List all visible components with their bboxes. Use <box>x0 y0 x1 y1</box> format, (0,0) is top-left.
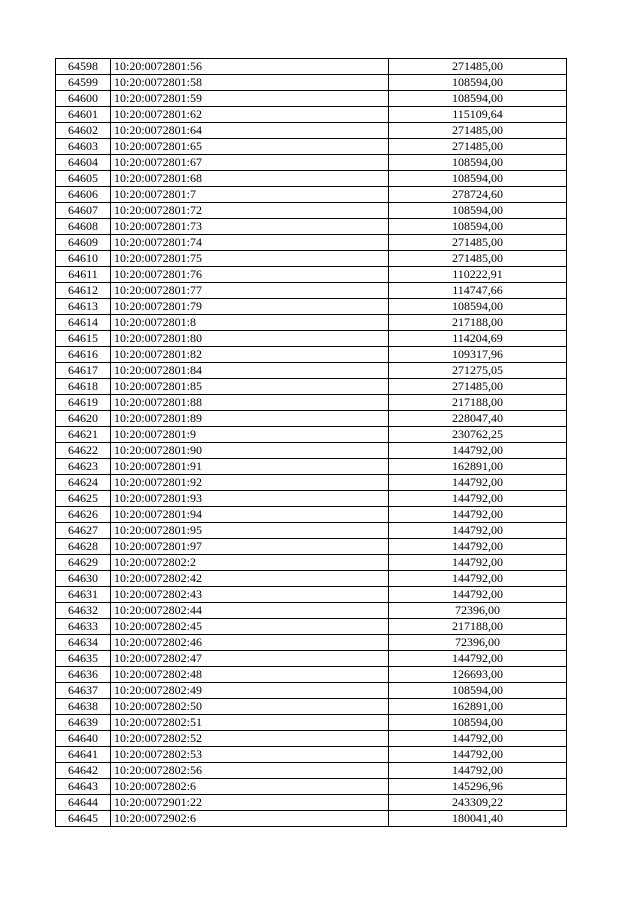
table-row <box>56 171 567 187</box>
cadastral-number-cell: 10:20:0072801:64 <box>111 123 389 139</box>
table-row <box>56 235 567 251</box>
cadastral-number-cell: 10:20:0072801:59 <box>111 91 389 107</box>
table-row <box>56 443 567 459</box>
amount-cell: 230762,25 <box>389 427 567 443</box>
cadastral-number-cell: 10:20:0072801:91 <box>111 459 389 475</box>
amount-cell: 126693,00 <box>389 667 567 683</box>
table-row <box>56 395 567 411</box>
row-number-cell: 64641 <box>56 747 111 763</box>
cadastral-number-cell: 10:20:0072801:56 <box>111 59 389 75</box>
row-number-cell: 64643 <box>56 779 111 795</box>
table-row <box>56 491 567 507</box>
table-row <box>56 331 567 347</box>
table-row <box>56 203 567 219</box>
table-row <box>56 651 567 667</box>
row-number-cell: 64606 <box>56 187 111 203</box>
row-number-cell: 64625 <box>56 491 111 507</box>
row-number-cell: 64619 <box>56 395 111 411</box>
amount-cell: 217188,00 <box>389 395 567 411</box>
cadastral-number-cell: 10:20:0072802:6 <box>111 779 389 795</box>
amount-cell: 271485,00 <box>389 251 567 267</box>
amount-cell: 271485,00 <box>389 139 567 155</box>
row-number-cell: 64615 <box>56 331 111 347</box>
amount-cell: 145296,96 <box>389 779 567 795</box>
amount-cell: 144792,00 <box>389 475 567 491</box>
row-number-cell: 64637 <box>56 683 111 699</box>
table-row <box>56 219 567 235</box>
table-row <box>56 811 567 827</box>
amount-cell: 144792,00 <box>389 747 567 763</box>
amount-cell: 72396,00 <box>389 603 567 619</box>
amount-cell: 108594,00 <box>389 75 567 91</box>
cadastral-number-cell: 10:20:0072801:92 <box>111 475 389 491</box>
row-number-cell: 64631 <box>56 587 111 603</box>
table-row <box>56 411 567 427</box>
amount-cell: 108594,00 <box>389 171 567 187</box>
table-row <box>56 731 567 747</box>
row-number-cell: 64628 <box>56 539 111 555</box>
amount-cell: 271485,00 <box>389 123 567 139</box>
cadastral-number-cell: 10:20:0072802:52 <box>111 731 389 747</box>
row-number-cell: 64616 <box>56 347 111 363</box>
table-row <box>56 347 567 363</box>
row-number-cell: 64638 <box>56 699 111 715</box>
amount-cell: 109317,96 <box>389 347 567 363</box>
amount-cell: 110222,91 <box>389 267 567 283</box>
amount-cell: 271485,00 <box>389 235 567 251</box>
amount-cell: 144792,00 <box>389 491 567 507</box>
amount-cell: 72396,00 <box>389 635 567 651</box>
row-number-cell: 64617 <box>56 363 111 379</box>
amount-cell: 108594,00 <box>389 715 567 731</box>
cadastral-number-cell: 10:20:0072801:8 <box>111 315 389 331</box>
table-row <box>56 459 567 475</box>
row-number-cell: 64604 <box>56 155 111 171</box>
amount-cell: 162891,00 <box>389 459 567 475</box>
row-number-cell: 64630 <box>56 571 111 587</box>
row-number-cell: 64605 <box>56 171 111 187</box>
amount-cell: 144792,00 <box>389 507 567 523</box>
table-row <box>56 107 567 123</box>
table-row <box>56 283 567 299</box>
row-number-cell: 64613 <box>56 299 111 315</box>
row-number-cell: 64608 <box>56 219 111 235</box>
cadastral-number-cell: 10:20:0072801:62 <box>111 107 389 123</box>
row-number-cell: 64603 <box>56 139 111 155</box>
cadastral-number-cell: 10:20:0072801:88 <box>111 395 389 411</box>
amount-cell: 108594,00 <box>389 91 567 107</box>
table-row <box>56 539 567 555</box>
amount-cell: 278724,60 <box>389 187 567 203</box>
cadastral-number-cell: 10:20:0072801:93 <box>111 491 389 507</box>
row-number-cell: 64600 <box>56 91 111 107</box>
table-row <box>56 683 567 699</box>
table-row <box>56 379 567 395</box>
row-number-cell: 64640 <box>56 731 111 747</box>
amount-cell: 271275,05 <box>389 363 567 379</box>
table-row <box>56 315 567 331</box>
row-number-cell: 64629 <box>56 555 111 571</box>
table-row <box>56 187 567 203</box>
row-number-cell: 64618 <box>56 379 111 395</box>
cadastral-number-cell: 10:20:0072802:2 <box>111 555 389 571</box>
row-number-cell: 64624 <box>56 475 111 491</box>
row-number-cell: 64610 <box>56 251 111 267</box>
table-row <box>56 635 567 651</box>
row-number-cell: 64621 <box>56 427 111 443</box>
cadastral-number-cell: 10:20:0072801:94 <box>111 507 389 523</box>
cadastral-number-cell: 10:20:0072801:76 <box>111 267 389 283</box>
row-number-cell: 64645 <box>56 811 111 827</box>
amount-cell: 271485,00 <box>389 379 567 395</box>
table-row <box>56 363 567 379</box>
row-number-cell: 64636 <box>56 667 111 683</box>
row-number-cell: 64602 <box>56 123 111 139</box>
amount-cell: 108594,00 <box>389 683 567 699</box>
cadastral-number-cell: 10:20:0072802:53 <box>111 747 389 763</box>
table-row <box>56 59 567 75</box>
row-number-cell: 64635 <box>56 651 111 667</box>
cadastral-number-cell: 10:20:0072802:43 <box>111 587 389 603</box>
amount-cell: 228047,40 <box>389 411 567 427</box>
cadastral-number-cell: 10:20:0072802:45 <box>111 619 389 635</box>
cadastral-number-cell: 10:20:0072802:56 <box>111 763 389 779</box>
cadastral-number-cell: 10:20:0072801:95 <box>111 523 389 539</box>
cadastral-number-cell: 10:20:0072801:89 <box>111 411 389 427</box>
cadastral-number-cell: 10:20:0072802:51 <box>111 715 389 731</box>
amount-cell: 144792,00 <box>389 587 567 603</box>
amount-cell: 114747,66 <box>389 283 567 299</box>
cadastral-number-cell: 10:20:0072801:84 <box>111 363 389 379</box>
table-row <box>56 507 567 523</box>
amount-cell: 144792,00 <box>389 523 567 539</box>
cadastral-number-cell: 10:20:0072901:22 <box>111 795 389 811</box>
amount-cell: 162891,00 <box>389 699 567 715</box>
cadastral-number-cell: 10:20:0072801:75 <box>111 251 389 267</box>
row-number-cell: 64598 <box>56 59 111 75</box>
cadastral-number-cell: 10:20:0072801:80 <box>111 331 389 347</box>
cadastral-number-cell: 10:20:0072801:90 <box>111 443 389 459</box>
amount-cell: 144792,00 <box>389 763 567 779</box>
amount-cell: 144792,00 <box>389 443 567 459</box>
amount-cell: 144792,00 <box>389 539 567 555</box>
row-number-cell: 64620 <box>56 411 111 427</box>
row-number-cell: 64632 <box>56 603 111 619</box>
cadastral-number-cell: 10:20:0072801:58 <box>111 75 389 91</box>
ledger-table <box>55 58 567 827</box>
table-row <box>56 571 567 587</box>
row-number-cell: 64642 <box>56 763 111 779</box>
amount-cell: 144792,00 <box>389 555 567 571</box>
cadastral-number-cell: 10:20:0072801:67 <box>111 155 389 171</box>
cadastral-number-cell: 10:20:0072802:49 <box>111 683 389 699</box>
cadastral-number-cell: 10:20:0072801:73 <box>111 219 389 235</box>
table-row <box>56 427 567 443</box>
amount-cell: 108594,00 <box>389 299 567 315</box>
table-row <box>56 475 567 491</box>
amount-cell: 115109,64 <box>389 107 567 123</box>
row-number-cell: 64612 <box>56 283 111 299</box>
cadastral-number-cell: 10:20:0072801:85 <box>111 379 389 395</box>
cadastral-number-cell: 10:20:0072801:65 <box>111 139 389 155</box>
cadastral-number-cell: 10:20:0072801:9 <box>111 427 389 443</box>
cadastral-number-cell: 10:20:0072802:42 <box>111 571 389 587</box>
table-row <box>56 267 567 283</box>
table-row <box>56 747 567 763</box>
amount-cell: 271485,00 <box>389 59 567 75</box>
ledger-table-body <box>56 59 567 827</box>
table-row <box>56 795 567 811</box>
row-number-cell: 64634 <box>56 635 111 651</box>
row-number-cell: 64644 <box>56 795 111 811</box>
cadastral-number-cell: 10:20:0072802:44 <box>111 603 389 619</box>
amount-cell: 217188,00 <box>389 619 567 635</box>
row-number-cell: 64623 <box>56 459 111 475</box>
cadastral-number-cell: 10:20:0072801:77 <box>111 283 389 299</box>
amount-cell: 243309,22 <box>389 795 567 811</box>
amount-cell: 144792,00 <box>389 731 567 747</box>
amount-cell: 114204,69 <box>389 331 567 347</box>
cadastral-number-cell: 10:20:0072801:7 <box>111 187 389 203</box>
row-number-cell: 64607 <box>56 203 111 219</box>
cadastral-number-cell: 10:20:0072801:74 <box>111 235 389 251</box>
row-number-cell: 64599 <box>56 75 111 91</box>
amount-cell: 144792,00 <box>389 571 567 587</box>
amount-cell: 108594,00 <box>389 203 567 219</box>
row-number-cell: 64609 <box>56 235 111 251</box>
table-row <box>56 619 567 635</box>
amount-cell: 217188,00 <box>389 315 567 331</box>
table-row <box>56 251 567 267</box>
table-row <box>56 523 567 539</box>
cadastral-number-cell: 10:20:0072801:97 <box>111 539 389 555</box>
table-row <box>56 299 567 315</box>
cadastral-number-cell: 10:20:0072801:79 <box>111 299 389 315</box>
table-row <box>56 699 567 715</box>
table-row <box>56 139 567 155</box>
cadastral-number-cell: 10:20:0072802:50 <box>111 699 389 715</box>
cadastral-number-cell: 10:20:0072802:46 <box>111 635 389 651</box>
table-row <box>56 155 567 171</box>
table-row <box>56 91 567 107</box>
table-row <box>56 123 567 139</box>
row-number-cell: 64639 <box>56 715 111 731</box>
amount-cell: 144792,00 <box>389 651 567 667</box>
table-row <box>56 779 567 795</box>
table-row <box>56 667 567 683</box>
cadastral-number-cell: 10:20:0072902:6 <box>111 811 389 827</box>
cadastral-number-cell: 10:20:0072801:72 <box>111 203 389 219</box>
row-number-cell: 64627 <box>56 523 111 539</box>
amount-cell: 180041,40 <box>389 811 567 827</box>
cadastral-number-cell: 10:20:0072802:47 <box>111 651 389 667</box>
row-number-cell: 64601 <box>56 107 111 123</box>
row-number-cell: 64633 <box>56 619 111 635</box>
table-row <box>56 763 567 779</box>
row-number-cell: 64626 <box>56 507 111 523</box>
table-row <box>56 603 567 619</box>
row-number-cell: 64622 <box>56 443 111 459</box>
amount-cell: 108594,00 <box>389 155 567 171</box>
table-row <box>56 555 567 571</box>
cadastral-number-cell: 10:20:0072801:68 <box>111 171 389 187</box>
table-row <box>56 715 567 731</box>
table-row <box>56 587 567 603</box>
row-number-cell: 64614 <box>56 315 111 331</box>
cadastral-number-cell: 10:20:0072801:82 <box>111 347 389 363</box>
amount-cell: 108594,00 <box>389 219 567 235</box>
table-row <box>56 75 567 91</box>
cadastral-number-cell: 10:20:0072802:48 <box>111 667 389 683</box>
row-number-cell: 64611 <box>56 267 111 283</box>
